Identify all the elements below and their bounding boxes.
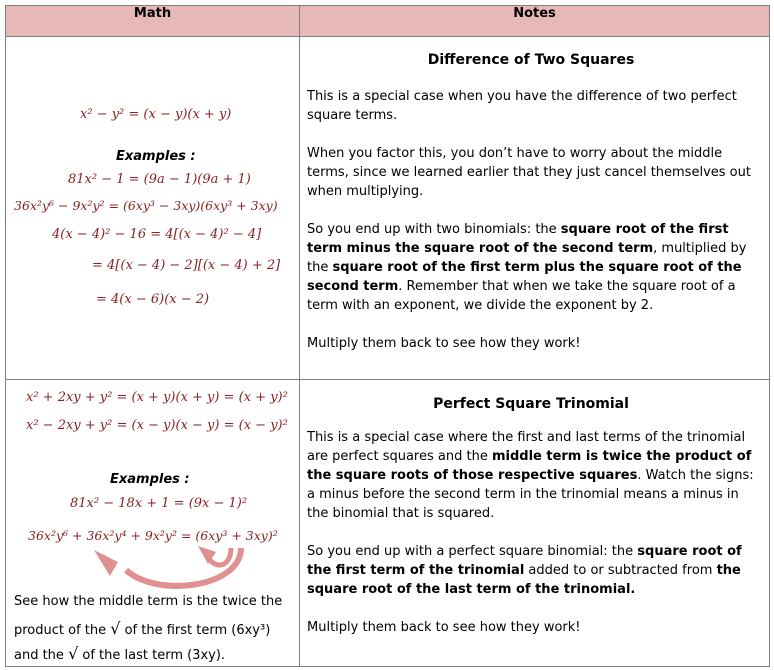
header-math: Math [6, 6, 300, 37]
examples-label: Examples : [116, 149, 196, 164]
notes-para-1: This is a special case when you have the difference of two perfect square terms. [307, 89, 737, 123]
formula-difference-squares: x² − y² = (x − y)(x + y) [80, 107, 232, 122]
math-cell-perfect-square [6, 380, 300, 667]
examples-label-2: Examples : [110, 472, 190, 487]
notes-para-6: So you end up with a perfect square binomial: the square root of the first term of the trinomial added to or subtracted from the square root of the last term of the trinomial. [307, 544, 742, 597]
example-trinomial-1: 81x² − 18x + 1 = (9x − 1)² [70, 496, 248, 511]
formula-plus: x² + 2xy + y² = (x + y)(x + y) = (x + y)² [26, 390, 288, 405]
notes-cell-difference-of-squares [300, 37, 770, 380]
sqrt-icon: √ [110, 619, 121, 638]
notes-para-7: Multiply them back to see how they work! [307, 620, 581, 635]
explain-line-3: and the √ of the last term (3xy). [14, 644, 226, 663]
notes-para-3: So you end up with two binomials: the square root of the first term minus the square root of the second term, multiplied by the square root of the first term plus the square root of the second term. Remember that when we take the square root of a term with an exponent, we divide the exponent by 2. [307, 222, 747, 313]
formula-minus: x² − 2xy + y² = (x − y)(x − y) = (x − y)² [26, 418, 288, 433]
explain-line-2: product of the √ of the first term (6xy³) [14, 619, 271, 638]
section-title-trinomial: Perfect Square Trinomial [433, 396, 629, 412]
sqrt-icon: √ [68, 644, 79, 663]
factoring-table [5, 5, 770, 667]
notes-para-4: Multiply them back to see how they work! [307, 336, 581, 351]
example-line-4: = 4[(x − 4) − 2][(x − 4) + 2] [92, 258, 281, 273]
explain-line-1: See how the middle term is the twice the [14, 594, 283, 609]
example-line-3: 4(x − 4)² − 16 = 4[(x − 4)² − 4] [52, 227, 262, 242]
header-notes: Notes [300, 6, 770, 37]
arrow-large [126, 548, 241, 586]
section-title-difference: Difference of Two Squares [427, 52, 635, 68]
example-line-2: 36x²y⁶ − 9x²y² = (6xy³ − 3xy)(6xy³ + 3xy) [14, 198, 278, 213]
example-line-1: 81x² − 1 = (9a − 1)(9a + 1) [68, 172, 251, 187]
notes-cell-perfect-square [300, 380, 770, 667]
arrow-large-head [94, 550, 118, 576]
example-line-5: = 4(x − 6)(x − 2) [96, 292, 210, 307]
math-cell-difference-of-squares [6, 37, 300, 380]
example-trinomial-2: 36x²y⁶ + 36x²y⁴ + 9x²y² = (6xy³ + 3xy)² [28, 528, 278, 543]
notes-para-2: When you factor this, you don’t have to worry about the middle terms, since we learned earlier that they just cancel themselves out when multiplying. [307, 146, 751, 199]
notes-para-5: This is a special case where the first and last terms of the trinomial are perfect squares and the middle term is twice the product of the square roots of those respective squares. Watch the signs: a minus before the second term in the trinomial means a minus in the binomial that is squared. [307, 430, 754, 521]
